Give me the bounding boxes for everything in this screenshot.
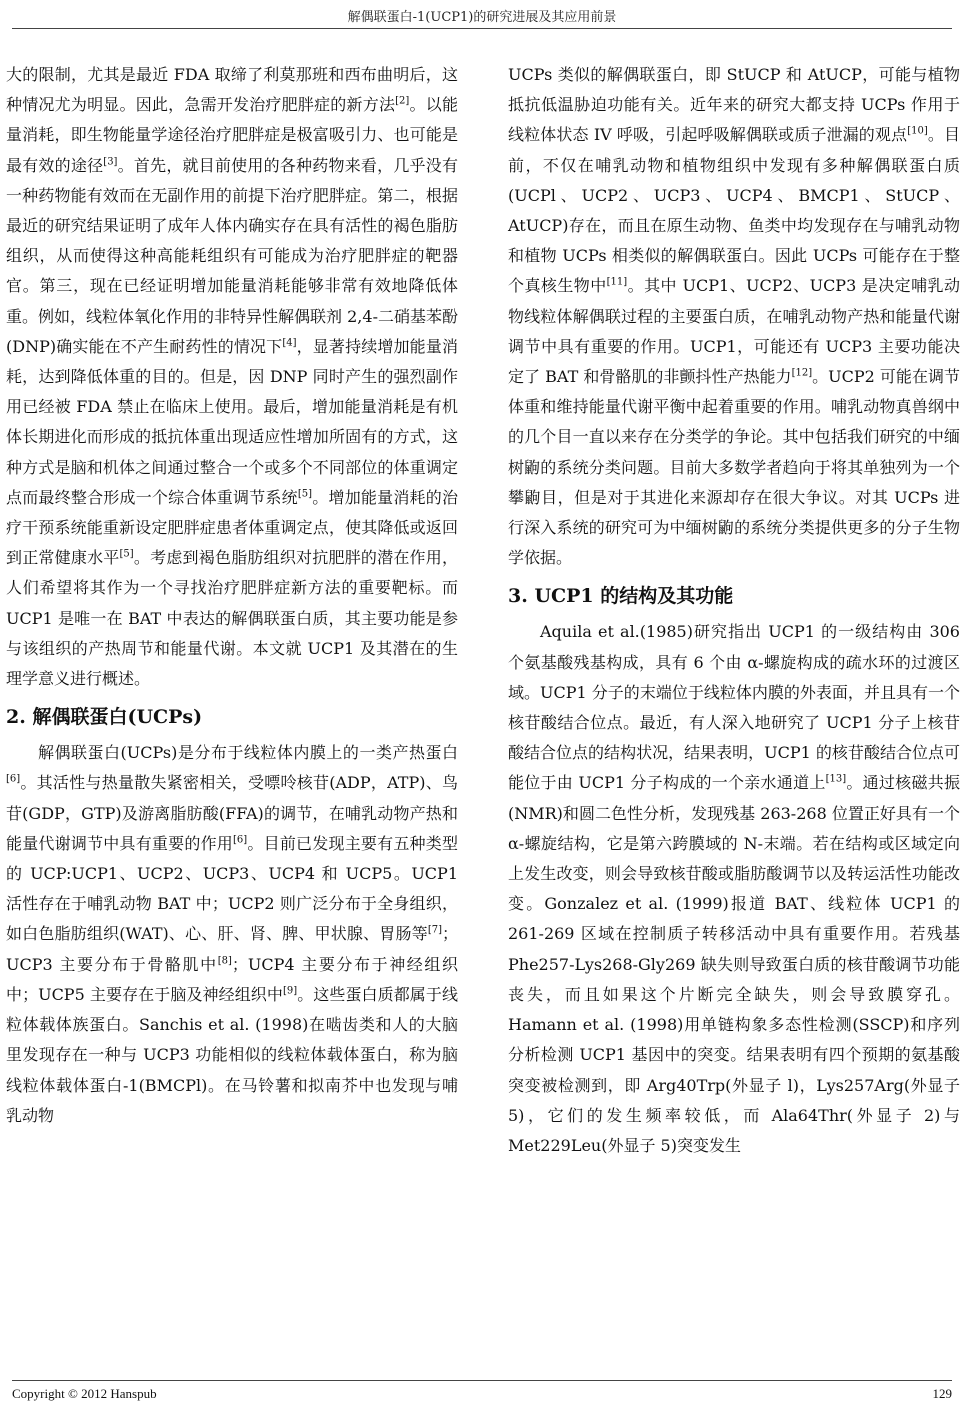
text-segment: 。UCP2 可能在调节体重和维持能量代谢平衡中起着重要的作用。哺乳动物真兽纲中的几个目一直以来存在分类学的争论。其中包括我们研究的中缅树鼩的系统分类问题。目前大多数学者趋向于将其单独列为一个攀鼩目，但是对于其进化来源却存在很大争议。对其 UCPs 进行深入系统的研究可为中缅树鼩的系统分类提供更多的分子生物学依据。 (508, 367, 960, 568)
text-segment: 大的限制，尤其是最近 FDA 取缔了利莫那班和西布曲明后，这种情况尤为明显。因此，急需开发治疗肥胖症的新方法 (6, 65, 458, 115)
text-segment: 。其活性与热量散失紧密相关，受嘌呤核苷(ADP，ATP)、鸟苷(GDP，GTP)及游离脂肪酸(FFA)的调节，在哺乳动物产热和能量代谢调节中具有重要的作用 (6, 773, 458, 853)
citation: [2] (395, 95, 410, 107)
page-number: 129 (932, 1386, 952, 1401)
text-segment: ，显著持续增加能量消耗，达到降低体重的目的。但是，因 DNP 同时产生的强烈副作用已经被 FDA 禁止在临床上使用。最后，增加能量消耗是有机体长期进化而形成的抵抗体重出现适应性增加所固有的方式，这种方式是脑和机体之间通过整合一个或多个不同部位的体重调定点而最终整合形成一个综合体重调节系统 (6, 336, 458, 507)
citation: [8] (217, 955, 232, 967)
text-segment: 。以能量消耗，即生物能量学途径治疗肥胖症是极富吸引力、也可能是最有效的途径 (6, 95, 458, 175)
text-segment: 。目前，不仅在哺乳动物和植物组织中发现有多种解偶联蛋白质(UCPl、UCP2、UCP3、UCP4、BMCP1、StUCP、AtUCP)存在，而且在原生动物、鱼类中均发现存在与哺乳动物和植物 UCPs 相类似的解偶联蛋白。因此 UCPs 可能存在于整个真核生物中 (508, 125, 960, 296)
text-segment: 。通过核磁共振(NMR)和圆二色性分析，发现残基 263-268 位置正好具有一个 α-螺旋结构，它是第六跨膜域的 N-末端。若在结构或区域定向上发生改变，则会导致核苷酸或脂肪酸调节以及转运活性功能改变。Gonzalez et al. (1999)报道 BAT、线粒体 UCP1 的 261-269 区域在控制质子转移活动中具有重要作用。若残基 Phe257-Lys268-Gly269 缺失则导致蛋白质的核苷酸调节功能丧失，而且如果这个片断完全缺失，则会导致膜穿孔。Hamann et al. (1998)用单链构象多态性检测(SSCP)和序列分析检测 UCP1 基因中的突变。结果表明有四个预期的氨基酸突变被检测到，即 Arg40Trp(外显子 l)，Lys257Arg(外显子 5)，它们的发生频率较低，而 Ala64Thr(外显子 2)与 Met229Leu(外显子 5)突变发生 (508, 773, 960, 1155)
right-column (508, 60, 960, 1161)
copyright-notice: Copyright © 2012 Hanspub (12, 1386, 157, 1401)
left-column (6, 60, 458, 1131)
text-segment: 。目前已发现主要有五种类型的 UCP:UCP1、UCP2、UCP3、UCP4 和 UCP5。UCP1 活性存在于哺乳动物 BAT 中；UCP2 则广泛分布于全身组织，如白色脂肪组织(WAT)、心、肝、肾、脾、甲状腺、胃肠等 (6, 833, 458, 944)
citation: [3] (103, 156, 118, 168)
citation: [7] (427, 925, 442, 937)
citation: [9] (282, 985, 298, 997)
footer-rule (12, 1380, 952, 1381)
citation: [5] (297, 488, 313, 500)
left-paragraph-2 (6, 738, 458, 1131)
header-rule (12, 28, 952, 29)
text-segment: ；UCP3 主要分布于骨骼肌中 (6, 924, 458, 974)
text-segment: ；UCP4 主要分布于神经组织中；UCP5 主要存在于脑及神经组织中 (6, 954, 459, 1004)
citation: [13] (825, 774, 847, 786)
citation: [10] (907, 126, 928, 138)
right-paragraph-2 (508, 617, 960, 1161)
text-segment: 解偶联蛋白(UCPs)是分布于线粒体内膜上的一类产热蛋白 (38, 743, 458, 763)
citation: [6] (233, 834, 248, 846)
text-segment: 。首先，就目前使用的各种药物来看，几乎没有一种药物能有效而在无副作用的前提下治疗肥胖症。第二，根据最近的研究结果证明了成年人体内确实存在具有活性的褐色脂肪组织，从而使得这种高能耗组织有可能成为治疗肥胖症的靶器官。第三，现在已经证明增加能量消耗能够非常有效地降低体重。例如，线粒体氧化作用的非特异性解偶联剂 2,4-二硝基苯酚(DNP)确实能在不产生耐药性的情况下 (6, 155, 458, 356)
text-segment: 。这些蛋白质都属于线粒体载体族蛋白。Sanchis et al. (1998)在啮齿类和人的大脑里发现存在一种与 UCP3 功能相似的线粒体载体蛋白，称为脑线粒体载体蛋白-1(BMCPl)。在马铃薯和拟南芥中也发现与哺乳动物 (6, 984, 458, 1125)
citation: [5] (119, 548, 134, 560)
citation: [12] (791, 367, 813, 379)
text-segment: 。其中 UCP1、UCP2、UCP3 是决定哺乳动物线粒体解偶联过程的主要蛋白质，在哺乳动物产热和能量代谢调节中具有重要的作用。UCP1，可能还有 UCP3 主要功能决定了 BAT 和骨骼肌的非颤抖性产热能力 (508, 276, 960, 387)
citation: [4] (282, 337, 297, 349)
text-segment: 。考虑到褐色脂肪组织对抗肥胖的潜在作用，人们希望将其作为一个寻找治疗肥胖症新方法的重要靶标。而 UCP1 是唯一在 BAT 中表达的解偶联蛋白质，其主要功能是参与该组织的产热周节和能量代谢。本文就 UCP1 及其潜在的生理学意义进行概述。 (6, 548, 458, 689)
section-heading-2: 2. 解偶联蛋白(UCPs) (6, 706, 203, 729)
citation: [6] (6, 774, 21, 786)
text-segment: UCPs 类似的解偶联蛋白，即 StUCP 和 AtUCP，可能与植物抵抗低温胁迫功能有关。近年来的研究大都支持 UCPs 作用于线粒体状态 IV 呼吸，引起呼吸解偶联或质子泄漏的观点 (508, 65, 960, 145)
running-header: 解偶联蛋白-1(UCP1)的研究进展及其应用前景 (347, 10, 617, 25)
citation: [11] (606, 277, 628, 289)
right-paragraph-1 (508, 60, 960, 573)
text-segment: 。增加能量消耗的治疗干预系统能重新设定肥胖症患者体重调定点，使其降低或返回到正常健康水平 (6, 487, 458, 568)
text-segment: Aquila et al.(1985)研究指出 UCP1 的一级结构由 306 个氨基酸残基构成，具有 6 个由 α-螺旋构成的疏水环的过渡区域。UCP1 分子的末端位于线粒体内膜的外表面，并且具有一个核苷酸结合位点。最近，有人深入地研究了 UCP1 分子上核苷酸结合位点的结构状况，结果表明，UCP1 的核苷酸结合位点可能位于由 UCP1 分子构成的一个亲水通道上 (508, 622, 960, 793)
section-heading-3: 3. UCP1 的结构及其功能 (508, 585, 734, 608)
left-paragraph-1 (6, 60, 458, 694)
